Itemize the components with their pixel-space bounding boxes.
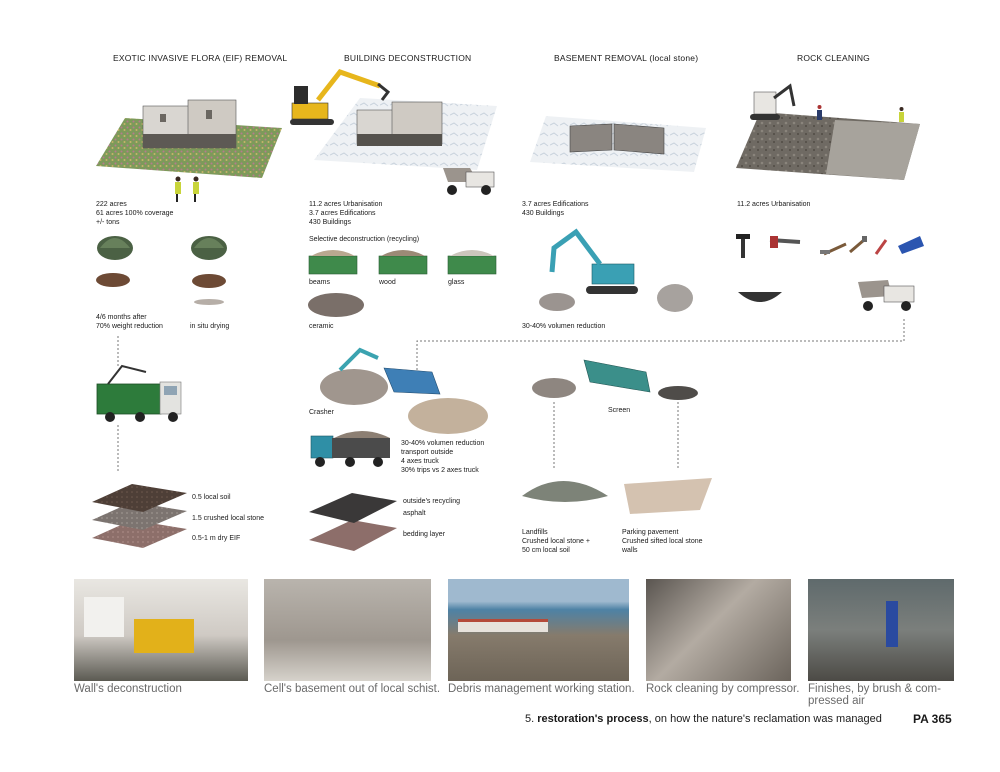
screen-label: Screen bbox=[608, 407, 631, 414]
photo-cell-basement bbox=[264, 579, 431, 681]
dumper-icon bbox=[443, 168, 494, 195]
rock-stats: 11.2 acres Urbanisation bbox=[737, 201, 811, 208]
eif-site-illustration bbox=[96, 100, 282, 178]
workers-icon bbox=[175, 177, 199, 203]
bin-wood-label: wood bbox=[379, 279, 396, 286]
ceramic-pile bbox=[308, 293, 364, 317]
caption-finishes: Finishes, by brush & com- pressed air bbox=[808, 683, 941, 707]
eif-stats: 222 acres 61 acres 100% coverage +/- tons bbox=[96, 201, 174, 226]
bin-glass-label: glass bbox=[448, 279, 465, 286]
eif-piles bbox=[96, 236, 227, 305]
eif-drying-label: in situ drying bbox=[190, 323, 230, 330]
building-stats: 11.2 acres Urbanisation 3.7 acres Edifications 430 Buildings bbox=[309, 201, 383, 226]
page-number: PA 365 bbox=[913, 712, 952, 726]
selective-deconstruction-label: Selective deconstruction (recycling) bbox=[309, 236, 420, 243]
blue-excavator-icon bbox=[539, 232, 693, 312]
photo-finishes bbox=[808, 579, 954, 681]
asphalt-layer-stack bbox=[309, 493, 397, 551]
basement-stats: 3.7 acres Edifications 430 Buildings bbox=[522, 201, 589, 217]
photo-debris-station bbox=[448, 579, 629, 681]
green-truck-icon bbox=[97, 366, 181, 422]
rock-dumper-icon bbox=[858, 280, 914, 311]
asphalt-label: asphalt bbox=[403, 510, 426, 517]
outside-recycling-label: outside's recycling bbox=[403, 498, 460, 505]
recycling-bins bbox=[309, 250, 496, 274]
figure-number: 5. bbox=[525, 713, 538, 725]
crasher-illustration bbox=[320, 350, 488, 434]
crasher-label: Crasher bbox=[309, 409, 334, 416]
ceramic-label: ceramic bbox=[309, 323, 334, 330]
caption-cell-basement: Cell's basement out of local schist. bbox=[264, 683, 441, 695]
header-building-deconstruction: BUILDING DECONSTRUCTION bbox=[344, 53, 472, 63]
basement-reduction-label: 30-40% volumen reduction bbox=[522, 323, 606, 330]
building-site-illustration bbox=[314, 98, 497, 170]
figure-caption-bold: restoration's process bbox=[537, 713, 649, 725]
eif-layer-soil: 0.5 local soil bbox=[192, 494, 231, 501]
eif-layer-stack bbox=[92, 484, 187, 548]
header-rock-cleaning: ROCK CLEANING bbox=[797, 53, 870, 63]
basement-site-illustration bbox=[530, 116, 706, 172]
eif-layer-eif: 0.5-1 m dry EIF bbox=[192, 535, 241, 542]
bedding-layer-label: bedding layer bbox=[403, 531, 446, 538]
eif-after-label: 4/6 months after 70% weight reduction bbox=[96, 314, 163, 330]
caption-rock-cleaning: Rock cleaning by compressor. bbox=[646, 683, 800, 695]
transport-info: 30-40% volumen reduction transport outside 4 axes truck 30% trips vs 2 axes truck bbox=[401, 440, 485, 474]
screen-illustration bbox=[532, 360, 698, 400]
parking-pavement-label: Parking pavement Crushed sifted local stone walls bbox=[622, 529, 703, 554]
header-eif-removal: EXOTIC INVASIVE FLORA (EIF) REMOVAL bbox=[113, 53, 288, 63]
photo-wall-deconstruction bbox=[74, 579, 248, 681]
caption-debris-station: Debris management working station. bbox=[448, 683, 635, 695]
bin-beams-label: beams bbox=[309, 279, 331, 286]
caption-wall-deconstruction: Wall's deconstruction bbox=[74, 683, 182, 695]
landfills-label: Landfills Crushed local stone + 50 cm local soil bbox=[522, 529, 590, 554]
flow-lines bbox=[118, 318, 904, 472]
rock-site-illustration bbox=[736, 112, 920, 180]
figure-caption-rest: , on how the nature's reclamation was managed bbox=[648, 713, 882, 725]
photo-rock-cleaning bbox=[646, 579, 791, 681]
dump-truck-icon bbox=[311, 431, 390, 467]
header-basement-removal: BASEMENT REMOVAL (local stone) bbox=[554, 53, 699, 63]
figure-caption bbox=[525, 713, 882, 725]
landfill-illustration bbox=[522, 478, 712, 514]
eif-layer-stone: 1.5 crushed local stone bbox=[192, 515, 264, 522]
